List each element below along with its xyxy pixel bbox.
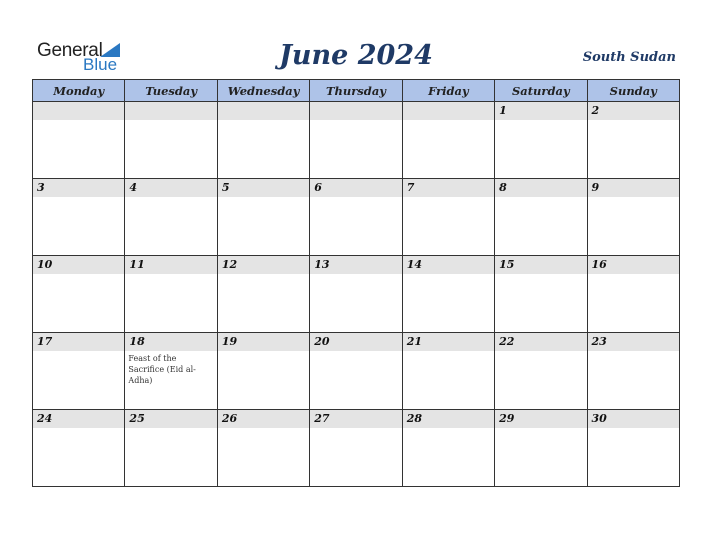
day-number: 9 [588,179,679,197]
day-number: 13 [310,256,401,274]
day-number: 12 [218,256,309,274]
day-number: 5 [218,179,309,197]
day-number: 4 [125,179,216,197]
weekday-header: Tuesday [125,80,217,102]
weekday-header: Wednesday [217,80,309,102]
day-cell [217,102,309,179]
day-cell [495,333,587,410]
country-name: South Sudan [582,50,676,65]
day-number: 15 [495,256,586,274]
day-cell [495,410,587,487]
day-cell [587,102,679,179]
day-cell [402,102,494,179]
day-number: 16 [588,256,679,274]
day-cell [310,333,402,410]
weekday-header: Thursday [310,80,402,102]
weekday-header: Monday [33,80,125,102]
weekday-header: Saturday [495,80,587,102]
day-number: 7 [403,179,494,197]
day-cell [217,410,309,487]
day-cell [587,256,679,333]
day-number: 11 [125,256,216,274]
day-number: 27 [310,410,401,428]
day-cell [587,333,679,410]
day-cell [495,102,587,179]
week-row [33,179,680,256]
day-number: 25 [125,410,216,428]
day-cell [402,256,494,333]
day-number: 3 [33,179,124,197]
day-cell [125,179,217,256]
day-cell [402,179,494,256]
day-number: 10 [33,256,124,274]
day-cell [310,179,402,256]
week-row [33,410,680,487]
day-cell [310,102,402,179]
day-cell [217,256,309,333]
day-number: 18 [125,333,216,351]
day-cell [310,410,402,487]
day-cell [33,102,125,179]
day-number: 17 [33,333,124,351]
day-cell [33,256,125,333]
holiday-label: Feast of the Sacrifice (Eid al-Adha) [128,354,196,385]
day-cell [495,179,587,256]
day-cell [217,333,309,410]
day-cell [402,333,494,410]
day-number: 24 [33,410,124,428]
day-cell [125,410,217,487]
day-cell [33,333,125,410]
day-cell [33,410,125,487]
day-number: 26 [218,410,309,428]
day-number: 30 [588,410,679,428]
day-cell [33,179,125,256]
day-cell [310,256,402,333]
day-cell [125,102,217,179]
day-number [125,102,216,120]
day-cell [125,256,217,333]
day-cell [587,179,679,256]
week-row [33,102,680,179]
logo-blue-text: Blue [83,55,118,74]
day-number [310,102,401,120]
week-row [33,333,680,410]
day-number [218,102,309,120]
day-number: 14 [403,256,494,274]
day-number: 29 [495,410,586,428]
day-number: 20 [310,333,401,351]
day-cell [125,333,217,410]
day-cell [587,410,679,487]
logo-general-text: General [37,40,103,61]
weekday-header: Sunday [587,80,679,102]
day-cell [402,410,494,487]
day-number: 1 [495,102,586,120]
calendar-grid [32,79,680,487]
day-number: 6 [310,179,401,197]
day-number: 19 [218,333,309,351]
day-number: 21 [403,333,494,351]
day-number: 28 [403,410,494,428]
day-number: 23 [588,333,679,351]
day-cell [495,256,587,333]
day-cell [217,179,309,256]
day-number: 22 [495,333,586,351]
week-row [33,256,680,333]
day-number: 8 [495,179,586,197]
weekday-header: Friday [402,80,494,102]
weekday-header-row [33,80,680,102]
calendar-title: June 2024 [279,40,433,71]
day-number [403,102,494,120]
day-number: 2 [588,102,679,120]
day-number [33,102,124,120]
